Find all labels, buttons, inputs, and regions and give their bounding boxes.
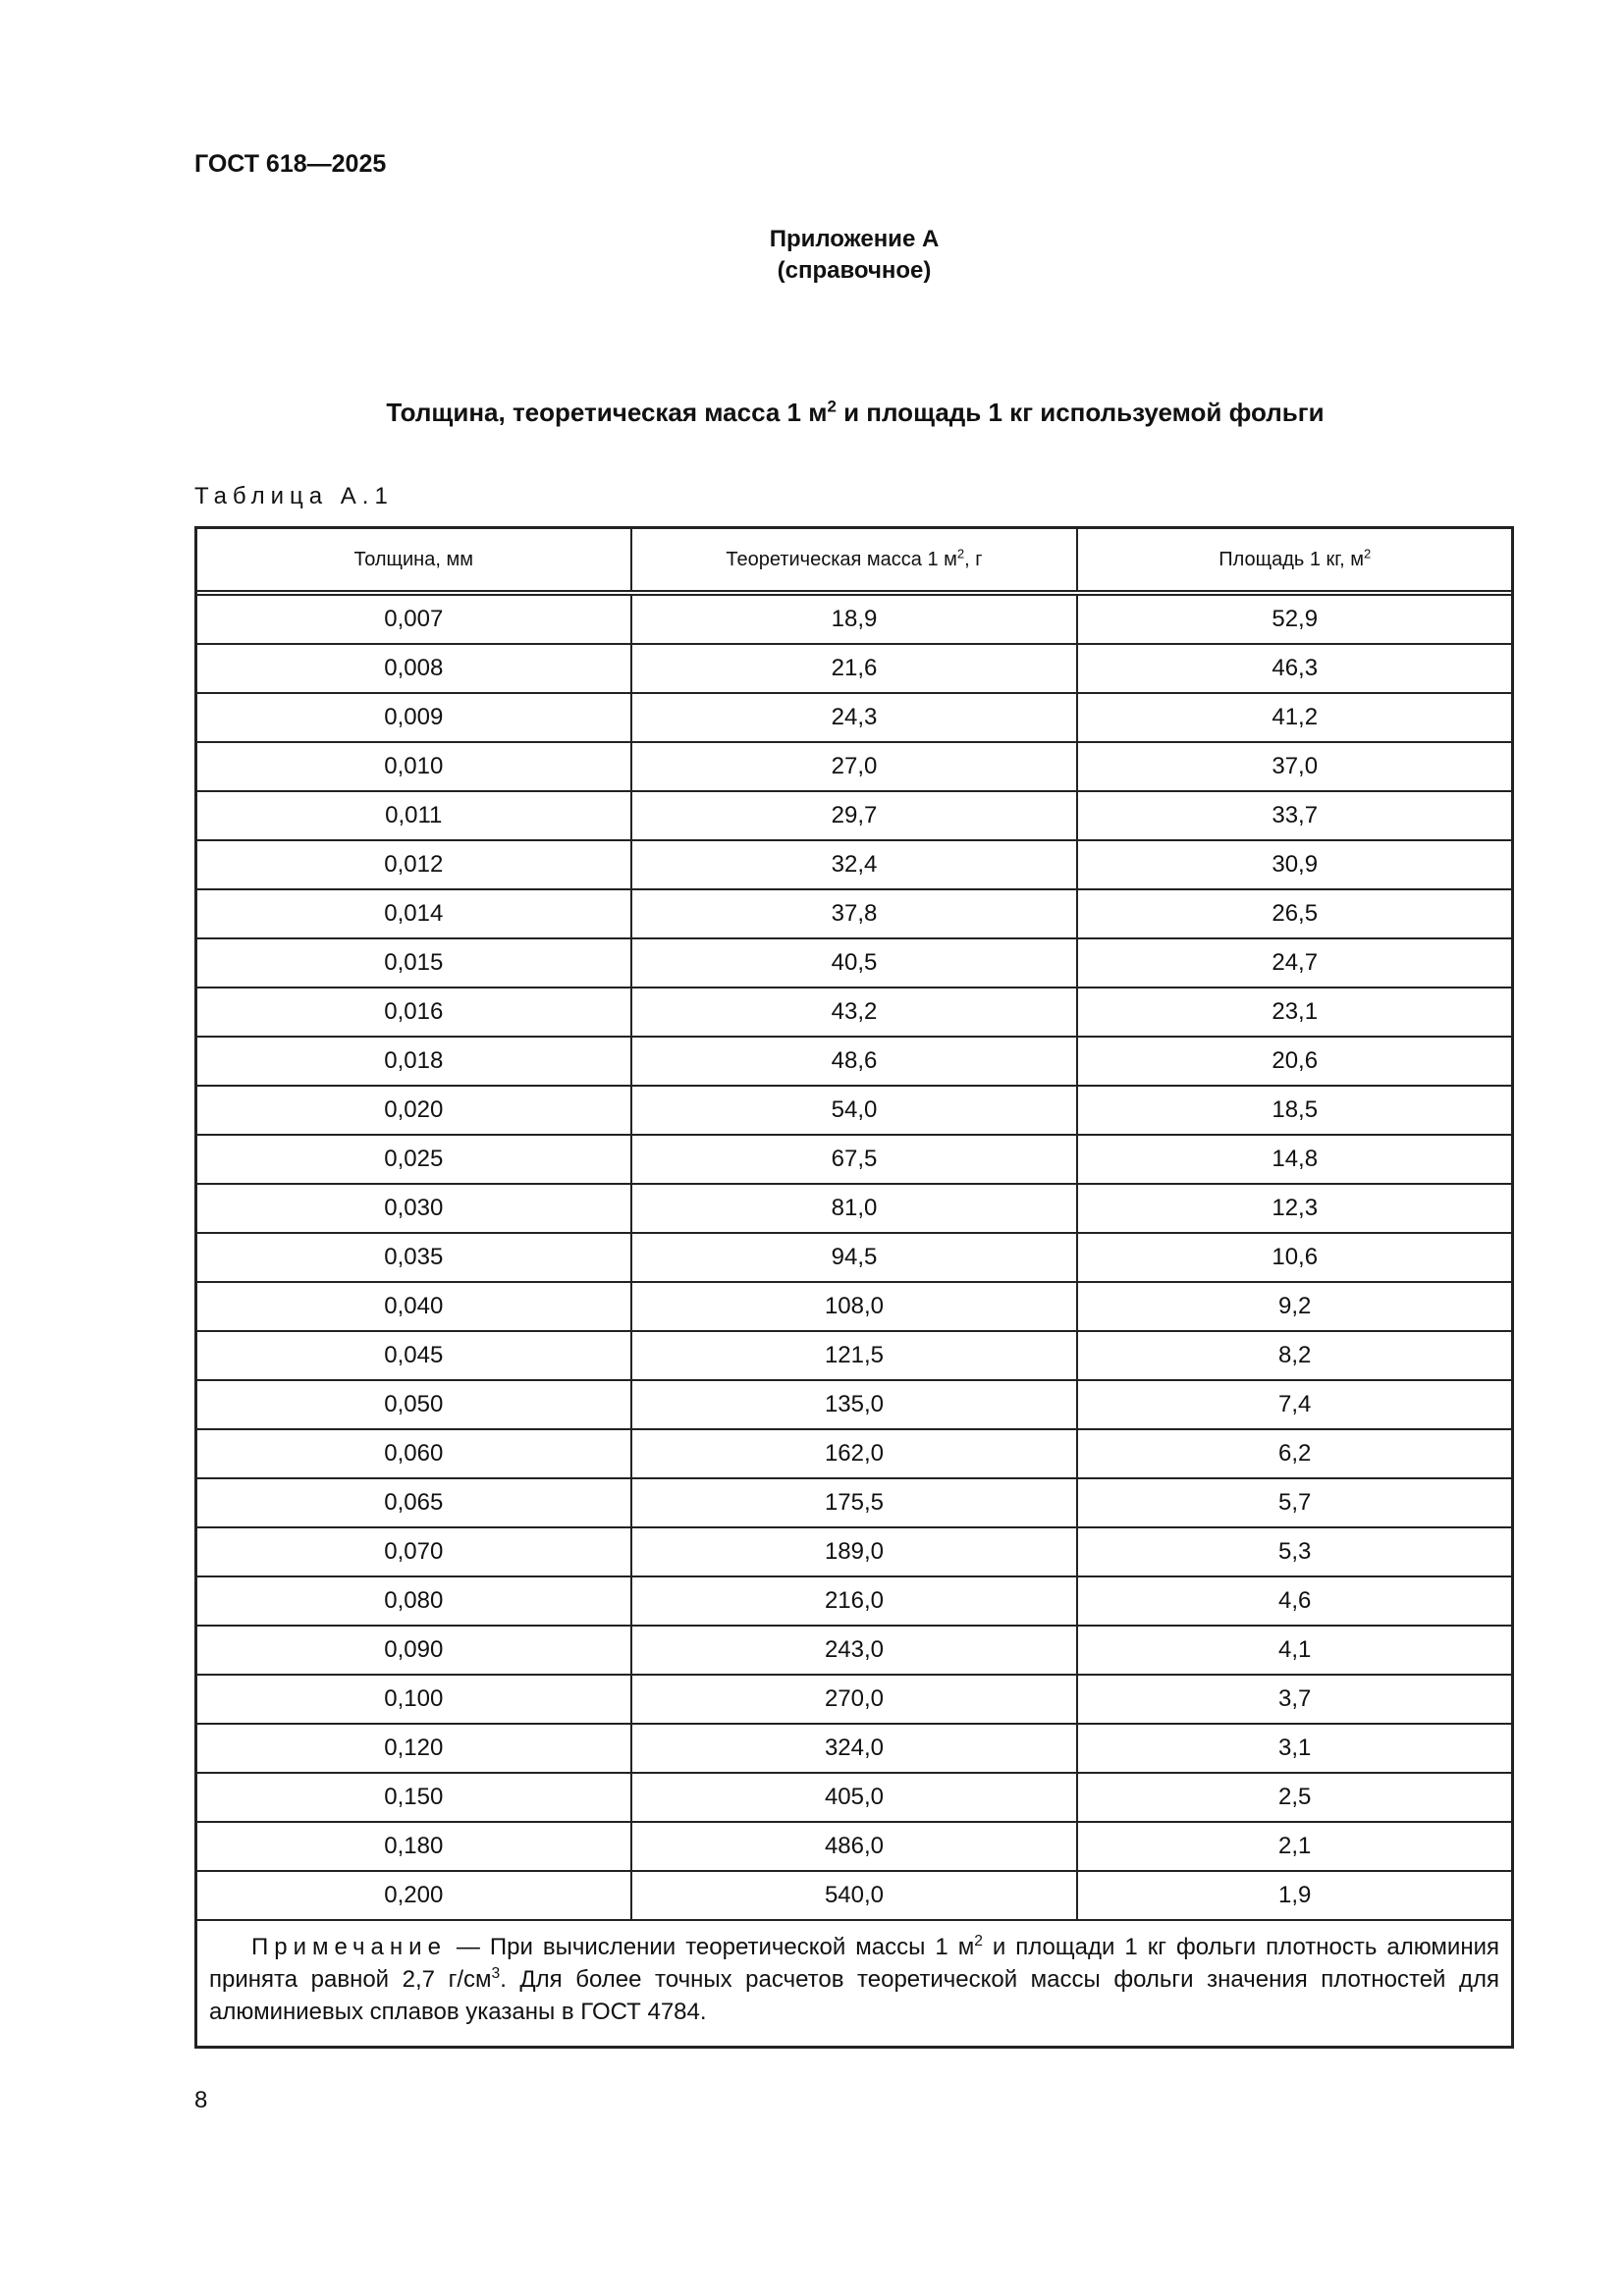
cell-thickness: 0,200 <box>197 1871 631 1919</box>
cell-thickness: 0,007 <box>197 593 631 644</box>
table-row <box>197 1282 1511 1331</box>
cell-thickness: 0,010 <box>197 742 631 791</box>
cell-area: 8,2 <box>1077 1331 1511 1380</box>
table-row <box>197 791 1511 840</box>
cell-mass: 216,0 <box>631 1576 1078 1626</box>
cell-thickness: 0,040 <box>197 1282 631 1331</box>
table-row <box>197 693 1511 742</box>
cell-area: 5,3 <box>1077 1527 1511 1576</box>
table-row <box>197 1626 1511 1675</box>
cell-area: 4,6 <box>1077 1576 1511 1626</box>
cell-area: 10,6 <box>1077 1233 1511 1282</box>
cell-area: 20,6 <box>1077 1037 1511 1086</box>
table-row <box>197 1184 1511 1233</box>
cell-area: 14,8 <box>1077 1135 1511 1184</box>
table-row <box>197 1331 1511 1380</box>
cell-thickness: 0,011 <box>197 791 631 840</box>
cell-area: 23,1 <box>1077 988 1511 1037</box>
cell-area: 46,3 <box>1077 644 1511 693</box>
cell-mass: 121,5 <box>631 1331 1078 1380</box>
table-row <box>197 1871 1511 1919</box>
cell-mass: 43,2 <box>631 988 1078 1037</box>
cell-mass: 175,5 <box>631 1478 1078 1527</box>
cell-mass: 540,0 <box>631 1871 1078 1919</box>
cell-thickness: 0,060 <box>197 1429 631 1478</box>
cell-area: 7,4 <box>1077 1380 1511 1429</box>
table-row <box>197 742 1511 791</box>
cell-thickness: 0,016 <box>197 988 631 1037</box>
table-row <box>197 644 1511 693</box>
cell-thickness: 0,150 <box>197 1773 631 1822</box>
table-note: Примечание — При вычислении теоретической массы 1 $м^2$ и площади 1 кг фольги плотность алюминия принята равной 2,7 $г/см^3$. Для более точных расчетов теоретической массы фольги значения плотностей для алюминиевых сплавов указаны в ГОСТ 4784. <box>197 1919 1511 2046</box>
cell-area: 37,0 <box>1077 742 1511 791</box>
cell-mass: 48,6 <box>631 1037 1078 1086</box>
cell-mass: 94,5 <box>631 1233 1078 1282</box>
document-header: ГОСТ 618—2025 <box>194 150 387 178</box>
cell-mass: 24,3 <box>631 693 1078 742</box>
cell-mass: 32,4 <box>631 840 1078 889</box>
cell-thickness: 0,018 <box>197 1037 631 1086</box>
table-row <box>197 1675 1511 1724</box>
cell-mass: 135,0 <box>631 1380 1078 1429</box>
table-row <box>197 1724 1511 1773</box>
cell-area: 24,7 <box>1077 938 1511 988</box>
cell-thickness: 0,050 <box>197 1380 631 1429</box>
cell-mass: 162,0 <box>631 1429 1078 1478</box>
cell-area: 9,2 <box>1077 1282 1511 1331</box>
table-row <box>197 1086 1511 1135</box>
cell-mass: 270,0 <box>631 1675 1078 1724</box>
cell-area: 41,2 <box>1077 693 1511 742</box>
cell-thickness: 0,008 <box>197 644 631 693</box>
cell-mass: 54,0 <box>631 1086 1078 1135</box>
cell-thickness: 0,015 <box>197 938 631 988</box>
cell-thickness: 0,090 <box>197 1626 631 1675</box>
page-number: 8 <box>194 2087 208 2113</box>
cell-area: 2,1 <box>1077 1822 1511 1871</box>
table-title-text-end: и площадь 1 кг используемой фольги <box>836 398 1325 427</box>
cell-mass: 18,9 <box>631 593 1078 644</box>
cell-area: 30,9 <box>1077 840 1511 889</box>
table-header-row <box>197 529 1511 593</box>
cell-mass: 27,0 <box>631 742 1078 791</box>
cell-area: 52,9 <box>1077 593 1511 644</box>
cell-area: 3,1 <box>1077 1724 1511 1773</box>
table-title <box>0 393 1624 432</box>
data-table <box>197 529 1511 1919</box>
table-row <box>197 1527 1511 1576</box>
table-row <box>197 1135 1511 1184</box>
appendix-title: Приложение А <box>769 226 940 252</box>
data-table-frame <box>194 526 1514 2049</box>
cell-mass: 108,0 <box>631 1282 1078 1331</box>
column-header-area: Площадь 1 кг, $м^2$ <box>1077 529 1511 593</box>
table-row <box>197 938 1511 988</box>
cell-mass: 29,7 <box>631 791 1078 840</box>
table-row <box>197 840 1511 889</box>
appendix-heading <box>0 224 1624 287</box>
cell-area: 26,5 <box>1077 889 1511 938</box>
cell-mass: 21,6 <box>631 644 1078 693</box>
note-label: Примечание <box>251 1934 447 1960</box>
cell-mass: 405,0 <box>631 1773 1078 1822</box>
table-title-text: Толщина, теоретическая масса 1 м <box>386 398 828 427</box>
table-row <box>197 1773 1511 1822</box>
table-row <box>197 1478 1511 1527</box>
table-row <box>197 1576 1511 1626</box>
cell-mass: 243,0 <box>631 1626 1078 1675</box>
cell-area: 6,2 <box>1077 1429 1511 1478</box>
table-row <box>197 889 1511 938</box>
cell-area: 2,5 <box>1077 1773 1511 1822</box>
cell-mass: 486,0 <box>631 1822 1078 1871</box>
cell-thickness: 0,035 <box>197 1233 631 1282</box>
cell-mass: 324,0 <box>631 1724 1078 1773</box>
table-row <box>197 593 1511 644</box>
table-row <box>197 1429 1511 1478</box>
cell-mass: 189,0 <box>631 1527 1078 1576</box>
table-row <box>197 1037 1511 1086</box>
table-row <box>197 988 1511 1037</box>
cell-area: 4,1 <box>1077 1626 1511 1675</box>
cell-mass: 81,0 <box>631 1184 1078 1233</box>
cell-thickness: 0,065 <box>197 1478 631 1527</box>
cell-thickness: 0,014 <box>197 889 631 938</box>
cell-thickness: 0,045 <box>197 1331 631 1380</box>
table-row <box>197 1822 1511 1871</box>
table-row <box>197 1380 1511 1429</box>
table-body <box>197 593 1511 1919</box>
cell-thickness: 0,012 <box>197 840 631 889</box>
cell-area: 5,7 <box>1077 1478 1511 1527</box>
column-header-thickness: Толщина, мм <box>197 529 631 593</box>
cell-thickness: 0,120 <box>197 1724 631 1773</box>
table-title-sup: 2 <box>827 397 837 416</box>
appendix-type: (справочное) <box>777 257 932 284</box>
cell-area: 18,5 <box>1077 1086 1511 1135</box>
cell-area: 1,9 <box>1278 1882 1312 1908</box>
cell-thickness: 0,080 <box>197 1576 631 1626</box>
table-caption: Таблица А.1 <box>194 483 394 509</box>
cell-area: 33,7 <box>1077 791 1511 840</box>
cell-area: 3,7 <box>1077 1675 1511 1724</box>
cell-thickness: 0,009 <box>197 693 631 742</box>
cell-thickness: 0,025 <box>197 1135 631 1184</box>
cell-thickness: 0,070 <box>197 1527 631 1576</box>
cell-thickness: 0,020 <box>197 1086 631 1135</box>
cell-mass: 67,5 <box>631 1135 1078 1184</box>
cell-thickness: 0,180 <box>197 1822 631 1871</box>
table-row <box>197 1233 1511 1282</box>
column-header-mass: Теоретическая масса 1 $м^2$, г <box>631 529 1078 593</box>
cell-mass: 37,8 <box>631 889 1078 938</box>
cell-thickness: 0,030 <box>197 1184 631 1233</box>
cell-area: 12,3 <box>1077 1184 1511 1233</box>
cell-mass: 40,5 <box>631 938 1078 988</box>
cell-thickness: 0,100 <box>197 1675 631 1724</box>
